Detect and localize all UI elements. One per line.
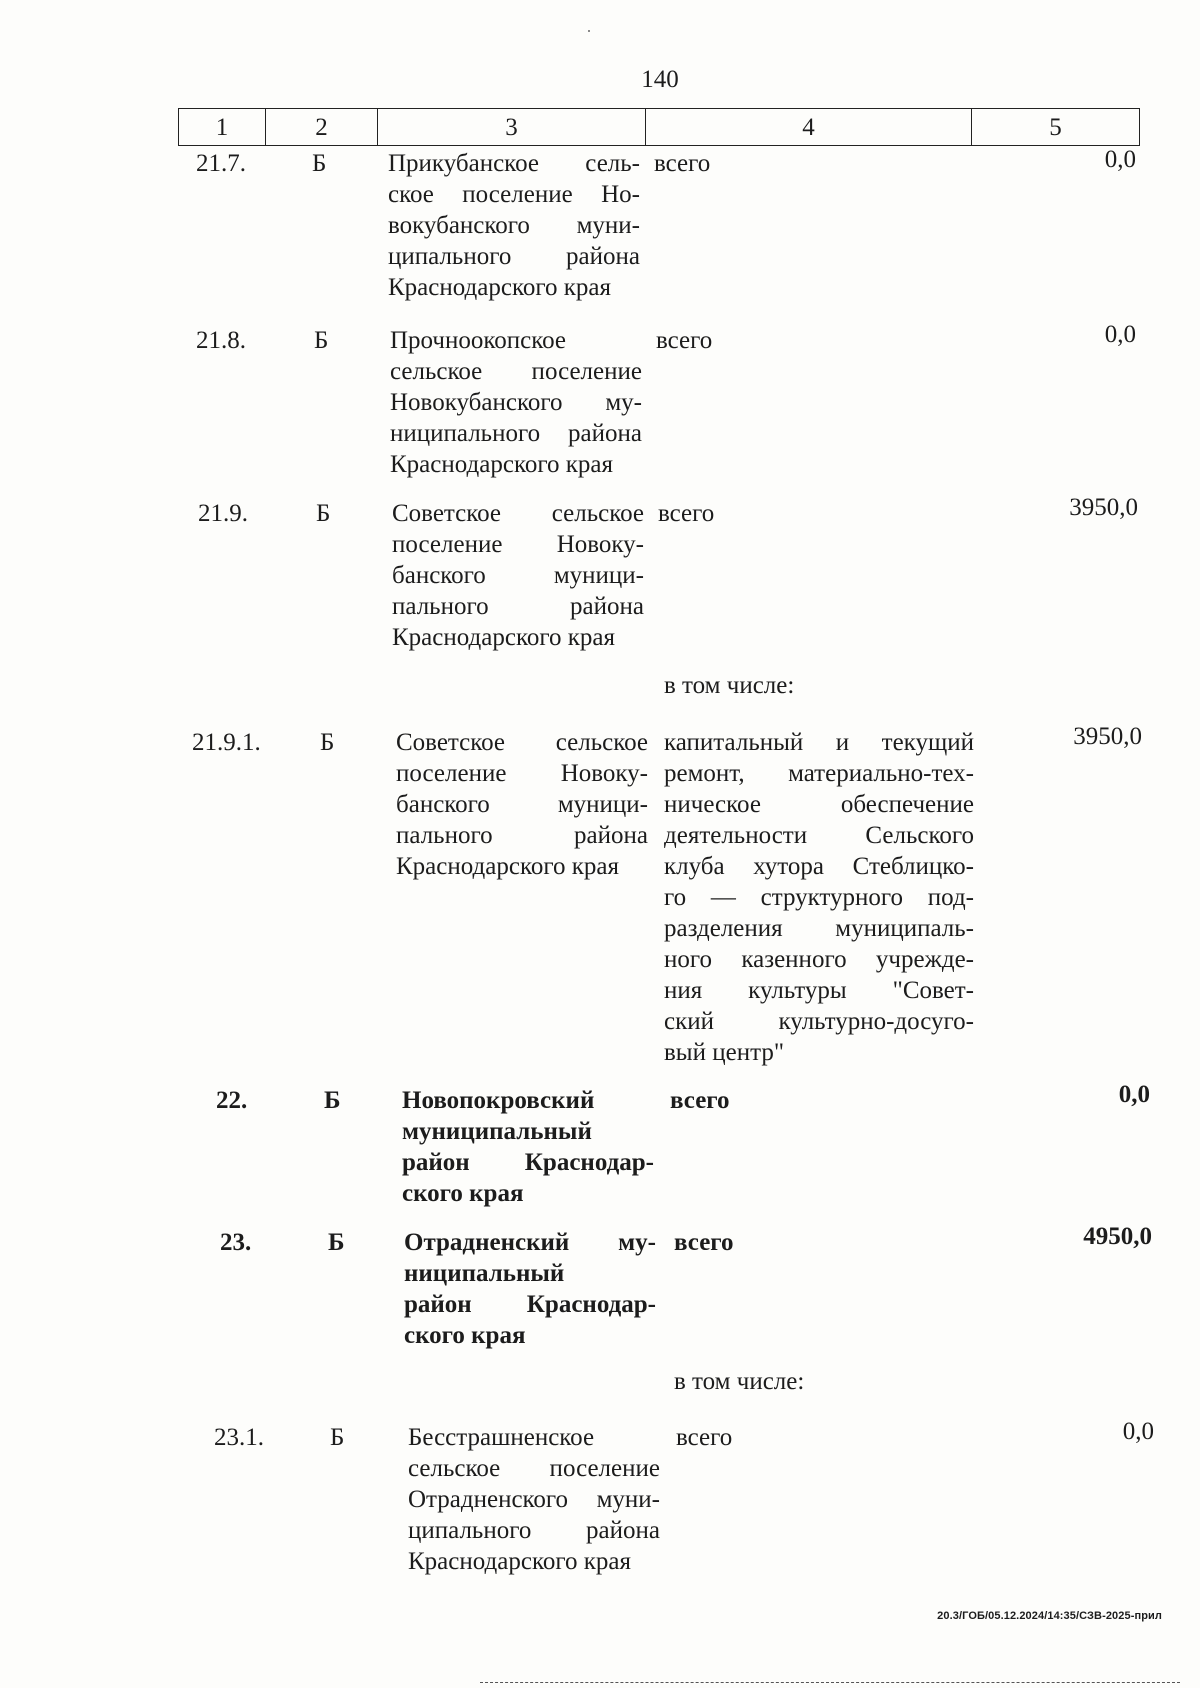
cell-text-line: го — структурного под-	[664, 884, 974, 911]
sub-label-including: в том числе:	[674, 1368, 805, 1395]
cell-text-line: ципального района	[388, 243, 640, 270]
row-name	[408, 1422, 660, 1577]
cell-text-line: Краснодарского края	[388, 274, 611, 301]
row-category: Б	[312, 150, 327, 177]
cell-text-line: Советское сельское	[396, 729, 648, 756]
cell-text-line: сельское поселение	[390, 358, 642, 385]
cell-text-line: поселение Новоку-	[392, 531, 644, 558]
cell-text-line: разделения муниципаль-	[664, 915, 974, 942]
cell-text-line: Советское сельское	[392, 500, 644, 527]
sub-label-including: в том числе:	[664, 672, 795, 699]
row-amount: 4950,0	[1083, 1223, 1152, 1250]
cell-text-line: Краснодарского края	[408, 1548, 631, 1575]
cell-text-line: вый центр"	[664, 1039, 785, 1066]
cell-text-line: ского края	[402, 1180, 524, 1207]
row-description	[656, 325, 966, 356]
row-number: 21.8.	[196, 327, 246, 354]
cell-text-line: всего	[676, 1424, 733, 1451]
row-number: 21.9.	[198, 500, 248, 527]
cell-text-line: ципального района	[408, 1517, 660, 1544]
cell-text-line: пального района	[392, 593, 644, 620]
cell-text-line: ниципальный	[404, 1260, 565, 1287]
cell-text-line: всего	[670, 1087, 730, 1114]
row-number: 21.9.1.	[192, 729, 261, 756]
row-name	[388, 148, 640, 303]
page-number: 140	[641, 66, 679, 93]
row-number: 23.	[220, 1229, 252, 1256]
cell-text-line: банского муници-	[392, 562, 644, 589]
row-description	[674, 1227, 984, 1258]
row-name	[404, 1227, 656, 1351]
cell-text-line: всего	[658, 500, 715, 527]
row-description	[658, 498, 968, 529]
row-description	[670, 1085, 980, 1116]
row-description	[664, 727, 974, 1068]
row-name	[402, 1085, 654, 1209]
row-category: Б	[328, 1229, 345, 1256]
cell-text-line: клуба хутора Стеблицко-	[664, 853, 974, 880]
column-header-1: 1	[215, 114, 229, 141]
row-category: Б	[316, 500, 331, 527]
row-category: Б	[324, 1087, 341, 1114]
row-category: Б	[314, 327, 329, 354]
cell-text-line: Прикубанское сель-	[388, 150, 640, 177]
cell-text-line: Новопокровский	[402, 1087, 595, 1114]
column-header-4: 4	[645, 109, 971, 145]
column-header-2: 2	[265, 109, 377, 145]
row-name	[392, 498, 644, 653]
cell-text-line: Отрадненский му-	[404, 1229, 656, 1256]
row-number: 22.	[216, 1087, 248, 1114]
row-description	[654, 148, 964, 179]
cell-text-line: вокубанского муни-	[388, 212, 640, 239]
cell-text-line: район Краснодар-	[402, 1149, 654, 1176]
cell-text-line: Краснодарского края	[396, 853, 619, 880]
cell-text-line: Бесстрашненское	[408, 1424, 595, 1451]
cell-text-line: Краснодарского края	[390, 451, 613, 478]
cell-text-line: поселение Новоку-	[396, 760, 648, 787]
cell-text-line: ниципального района	[390, 420, 642, 447]
row-description	[676, 1422, 986, 1453]
cell-text-line: деятельности Сельского	[664, 822, 974, 849]
document-footer-code: 20.3/ГОБ/05.12.2024/14:35/СЗВ-2025-прил	[937, 1610, 1162, 1622]
row-category: Б	[320, 729, 335, 756]
cell-text-line: всего	[654, 150, 711, 177]
column-header-3: 3	[377, 109, 645, 145]
cell-text-line: всего	[674, 1229, 734, 1256]
cell-text-line: всего	[656, 327, 713, 354]
cell-text-line: Новокубанского му-	[390, 389, 642, 416]
row-amount: 3950,0	[1073, 723, 1142, 750]
column-header-5: 5	[971, 109, 1139, 145]
row-category: Б	[330, 1424, 345, 1451]
row-amount: 0,0	[1122, 1418, 1154, 1445]
cell-text-line: банского муници-	[396, 791, 648, 818]
scan-speck	[588, 30, 590, 32]
cell-text-line: Прочноокопское	[390, 327, 566, 354]
table-column-header	[178, 108, 1140, 146]
row-amount: 0,0	[1104, 321, 1136, 348]
cell-text-line: сельское поселение	[408, 1455, 660, 1482]
cell-text-line: ское поселение Но-	[388, 181, 640, 208]
cell-text-line: ского края	[404, 1322, 526, 1349]
cell-text-line: ническое обеспечение	[664, 791, 974, 818]
cell-text-line: ремонт, материально-тех-	[664, 760, 974, 787]
cell-text-line: ский культурно-досуго-	[664, 1008, 974, 1035]
cell-text-line: пального района	[396, 822, 648, 849]
row-amount: 3950,0	[1069, 494, 1138, 521]
bottom-dashed-divider	[480, 1682, 1180, 1683]
cell-text-line: муниципальный	[402, 1118, 592, 1145]
row-amount: 0,0	[1118, 1081, 1150, 1108]
cell-text-line: капитальный и текущий	[664, 729, 974, 756]
row-name	[390, 325, 642, 480]
row-amount: 0,0	[1104, 146, 1136, 173]
cell-text-line: ного казенного учрежде-	[664, 946, 974, 973]
row-number: 23.1.	[214, 1424, 264, 1451]
row-number: 21.7.	[196, 150, 246, 177]
cell-text-line: район Краснодар-	[404, 1291, 656, 1318]
cell-text-line: Краснодарского края	[392, 624, 615, 651]
cell-text-line: ния культуры "Совет-	[664, 977, 974, 1004]
cell-text-line: Отрадненского муни-	[408, 1486, 660, 1513]
row-name	[396, 727, 648, 882]
